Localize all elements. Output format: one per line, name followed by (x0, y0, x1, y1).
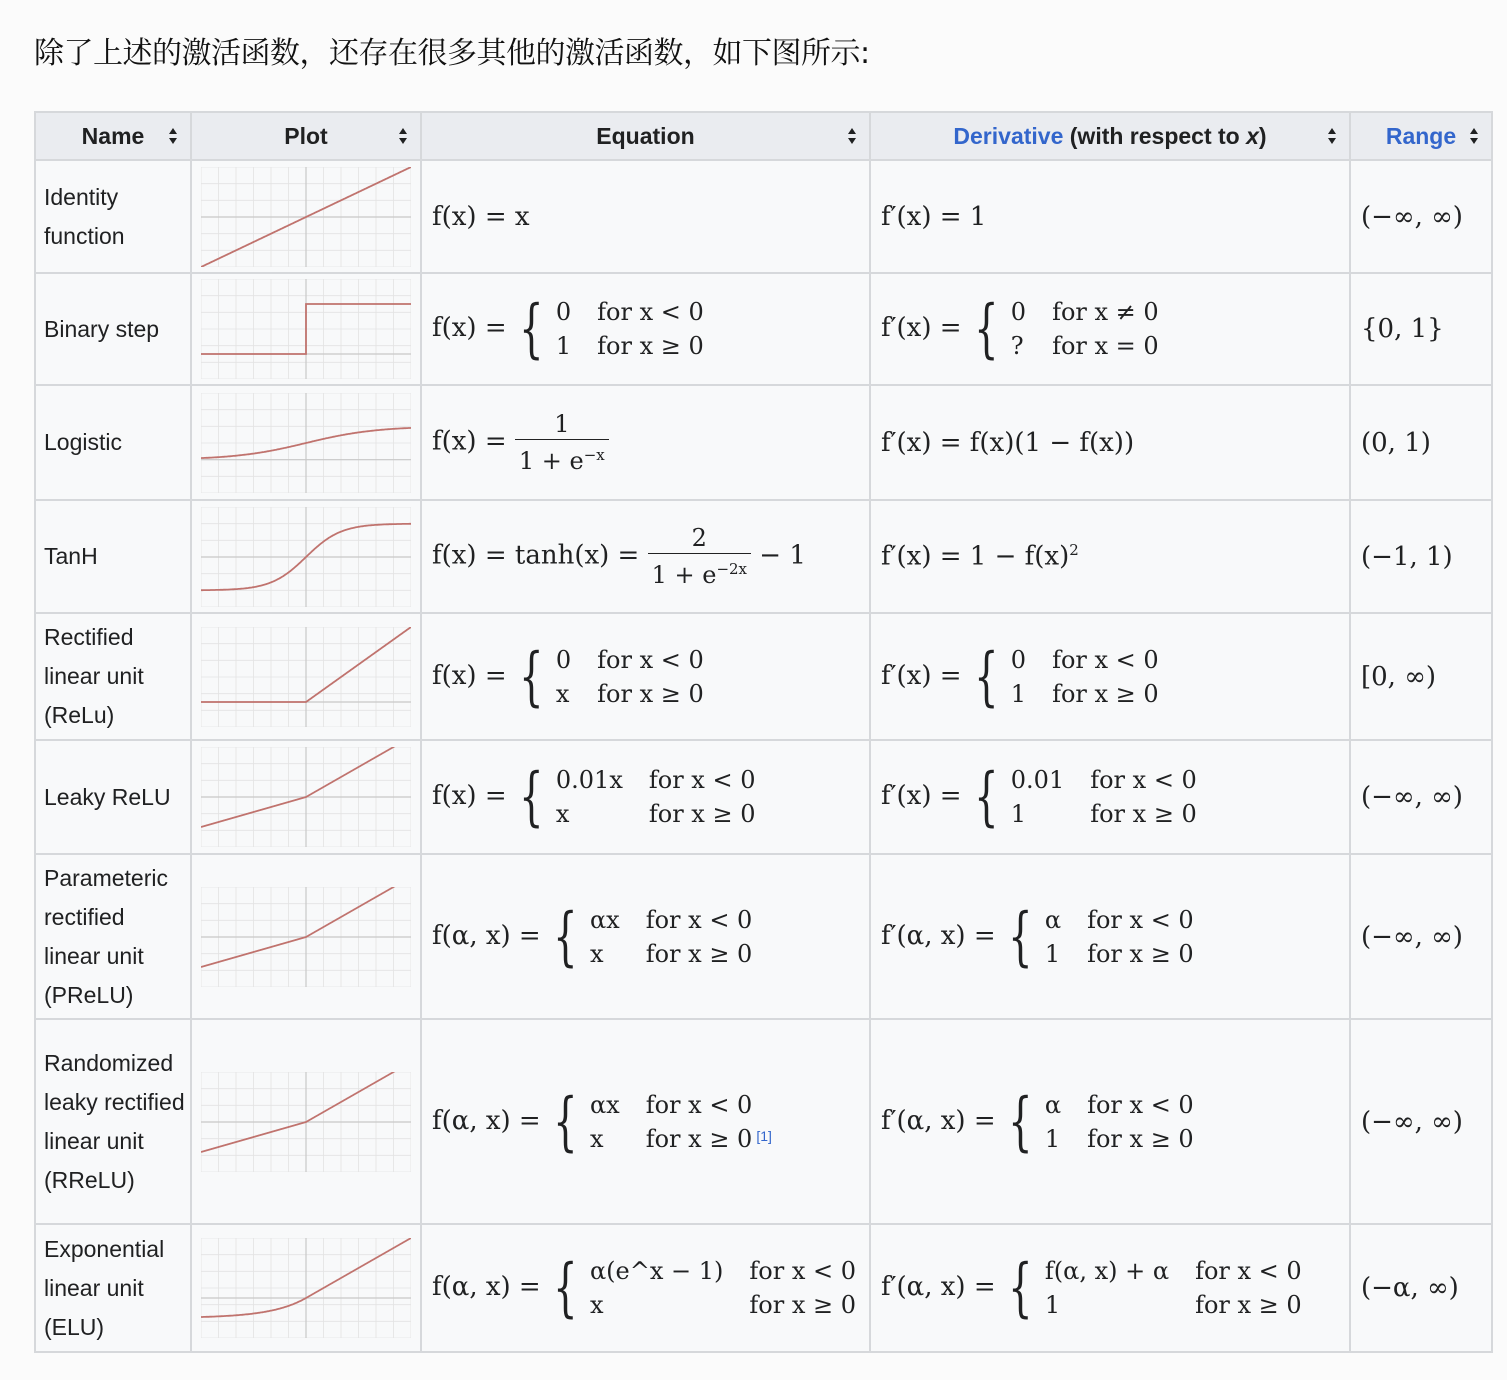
brace-icon: { (519, 292, 544, 366)
range: (−∞, ∞) (1350, 854, 1492, 1019)
table-row (35, 1224, 1492, 1352)
equation: f(α, x) = { α(e^x − 1) for x < 0 x for x ≥ 0 (421, 1224, 870, 1352)
sort-icon[interactable] (168, 127, 178, 145)
function-name[interactable]: Exponential linear unit (ELU) (35, 1224, 191, 1352)
sort-icon[interactable] (398, 127, 408, 145)
brace-icon: { (1008, 899, 1033, 974)
plot-identity (201, 167, 411, 267)
derivative: f′(α, x) = { f(α, x) + α for x < 0 1 for x ≥ 0 (870, 1224, 1350, 1352)
derivative: f′(x) = 1 (870, 160, 1350, 273)
fraction: $\frac{1}{1 + e^{-x}}$ (515, 409, 609, 476)
brace-icon: { (553, 1251, 578, 1325)
equation: f(x) = { 0 for x < 0 x for x ≥ 0 (421, 613, 870, 740)
range: {0, 1} (1350, 273, 1492, 385)
plot-cell (191, 500, 421, 613)
plot-logistic (201, 393, 411, 493)
equation: f(x) = $\frac{1}{1 + e^{-x}}$ (421, 385, 870, 500)
plot-cell (191, 740, 421, 854)
cases: α(e^x − 1) for x < 0 x for x ≥ 0 (589, 1257, 856, 1319)
brace-icon: { (1008, 1251, 1033, 1325)
derivative-link[interactable]: Derivative (953, 122, 1064, 149)
cases: αx for x < 0 x for x ≥ 0 (589, 1090, 753, 1153)
function-name[interactable]: Logistic (35, 385, 191, 500)
derivative: f′(x) = { 0 for x < 0 1 for x ≥ 0 (870, 613, 1350, 740)
cases: 0 for x ≠ 0 ? for x = 0 (1010, 298, 1159, 360)
derivative: $f'(x) = 1 - f(x)^2$ (870, 500, 1350, 613)
column-header-name[interactable]: Name (35, 112, 191, 160)
plot-binary-step (201, 279, 411, 379)
cases: αx for x < 0 x for x ≥ 0 (589, 905, 753, 968)
brace-icon: { (519, 760, 544, 834)
column-header-equation[interactable]: Equation (421, 112, 870, 160)
range: (−1, 1) (1350, 500, 1492, 613)
brace-icon: { (973, 760, 999, 834)
brace-icon: { (553, 899, 578, 974)
plot-relu (201, 627, 411, 727)
range: (−∞, ∞) (1350, 740, 1492, 854)
derivative: f′(x) = f(x)(1 − f(x)) (870, 385, 1350, 500)
fraction: $\frac{2}{1 + e^{-2x}}$ (648, 523, 751, 590)
cases: 0.01x for x < 0 x for x ≥ 0 (555, 766, 756, 828)
table-row (35, 273, 1492, 385)
table-header-row (35, 112, 1492, 160)
table-row (35, 854, 1492, 1019)
range: (0, 1) (1350, 385, 1492, 500)
brace-icon: { (973, 639, 999, 714)
table-row (35, 1019, 1492, 1224)
sort-icon[interactable] (1469, 127, 1479, 145)
function-name[interactable]: Identity function (35, 160, 191, 273)
plot-rrelu (201, 1072, 411, 1172)
intro-text: 除了上述的激活函数，还存在很多其他的激活函数，如下图所示: (34, 36, 870, 71)
plot-cell (191, 1019, 421, 1224)
function-name[interactable]: Leaky ReLU (35, 740, 191, 854)
column-header-plot[interactable]: Plot (191, 112, 421, 160)
table-row (35, 613, 1492, 740)
derivative: f′(α, x) = { α for x < 0 1 for x ≥ 0 (870, 1019, 1350, 1224)
plot-cell (191, 160, 421, 273)
plot-cell (191, 273, 421, 385)
cases: f(α, x) + α for x < 0 1 for x ≥ 0 (1044, 1257, 1302, 1319)
brace-icon: { (1008, 1084, 1033, 1159)
cases: 0 for x < 0 1 for x ≥ 0 (1010, 645, 1159, 708)
equation: f(x) = x (421, 160, 870, 273)
range: [0, ∞) (1350, 613, 1492, 740)
range: (−∞, ∞) (1350, 160, 1492, 273)
derivative: f′(x) = { 0 for x ≠ 0 ? for x = 0 (870, 273, 1350, 385)
derivative: f′(x) = { 0.01 for x < 0 1 for x ≥ 0 (870, 740, 1350, 854)
brace-icon: { (519, 639, 544, 714)
function-name[interactable]: Randomized leaky rectified linear unit (RReLU) (35, 1019, 191, 1224)
derivative: f′(α, x) = { α for x < 0 1 for x ≥ 0 (870, 854, 1350, 1019)
table-row (35, 500, 1492, 613)
range: (−∞, ∞) (1350, 1019, 1492, 1224)
activation-functions-table (34, 111, 1493, 1353)
plot-prelu (201, 887, 411, 987)
table-row (35, 385, 1492, 500)
equation: f(x) = { 0 for x < 0 1 for x ≥ 0 (421, 273, 870, 385)
function-name[interactable]: TanH (35, 500, 191, 613)
plot-elu (201, 1238, 411, 1338)
cases: 0 for x < 0 x for x ≥ 0 (555, 645, 704, 708)
equation: f(x) = { 0.01x for x < 0 x for x ≥ 0 (421, 740, 870, 854)
brace-icon: { (553, 1084, 578, 1159)
plot-cell (191, 854, 421, 1019)
column-header-derivative[interactable]: Derivative (with respect to x) (870, 112, 1350, 160)
cases: α for x < 0 1 for x ≥ 0 (1044, 1090, 1194, 1153)
cases: 0 for x < 0 1 for x ≥ 0 (555, 298, 704, 360)
equation: f(x) = tanh(x) = $\frac{2}{1 + e^{-2x}}$ − 1 (421, 500, 870, 613)
range-link[interactable]: Range (1385, 122, 1457, 149)
plot-tanh (201, 507, 411, 607)
function-name[interactable]: Rectified linear unit (ReLu) (35, 613, 191, 740)
cases: α for x < 0 1 for x ≥ 0 (1044, 905, 1194, 968)
function-name[interactable]: Parameteric rectified linear unit (PReLU) (35, 854, 191, 1019)
table-row (35, 160, 1492, 273)
sort-icon[interactable] (1327, 127, 1337, 145)
citation-link[interactable]: [1] (756, 1127, 772, 1144)
range: (−α, ∞) (1350, 1224, 1492, 1352)
table-row (35, 740, 1492, 854)
plot-leaky-relu (201, 747, 411, 847)
equation: f(α, x) = { αx for x < 0 x for x ≥ 0 (421, 854, 870, 1019)
plot-cell (191, 613, 421, 740)
sort-icon[interactable] (847, 127, 857, 145)
plot-cell (191, 385, 421, 500)
plot-cell (191, 1224, 421, 1352)
equation: f(α, x) = { αx for x < 0 x for x ≥ 0 $_{[1]}$ (421, 1019, 870, 1224)
function-name[interactable]: Binary step (35, 273, 191, 385)
column-header-range[interactable] (1350, 112, 1492, 160)
cases: 0.01 for x < 0 1 for x ≥ 0 (1010, 766, 1197, 828)
brace-icon: { (973, 292, 999, 366)
